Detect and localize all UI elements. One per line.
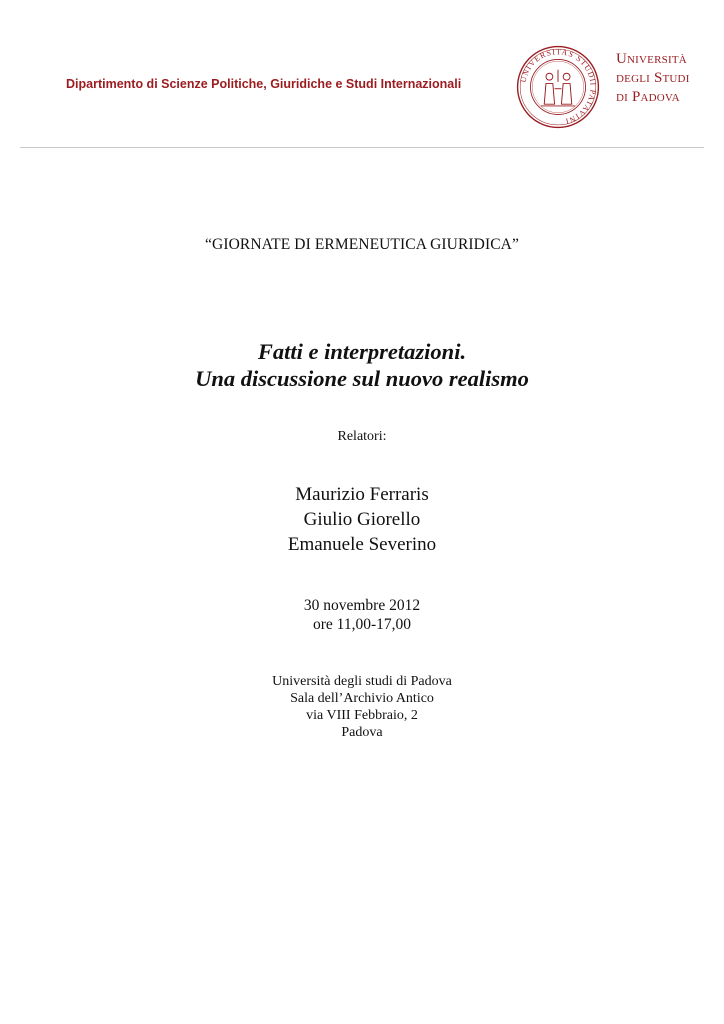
event-time: ore 11,00-17,00	[312, 616, 411, 633]
venue-line: via VIII Febbraio, 2	[306, 708, 418, 723]
event-series: “GIORNATE DI ERMENEUTICA GIURIDICA”	[205, 236, 519, 253]
header-divider	[20, 147, 704, 148]
title-line-1: Fatti e interpretazioni.	[257, 339, 467, 364]
title-line-2: Una discussione sul nuovo realismo	[195, 366, 529, 391]
department-name: Dipartimento di Scienze Politiche, Giuridiche e Studi Internazionali	[66, 77, 462, 91]
event-datetime	[0, 596, 724, 634]
speaker-name: Giulio Giorello	[303, 509, 421, 530]
venue-line: Università degli studi di Padova	[272, 674, 452, 689]
university-seal-icon	[515, 44, 601, 130]
speaker-name: Maurizio Ferraris	[295, 484, 429, 505]
university-name-line: Università	[616, 51, 687, 67]
event-title	[0, 338, 724, 392]
university-name-line: di Padova	[616, 89, 680, 105]
university-name	[616, 50, 690, 107]
university-name-line: degli Studi	[616, 70, 690, 86]
svg-text:UNIVERSITAS STUDII PATAVINI: UNIVERSITAS STUDII PATAVINI	[518, 47, 598, 126]
speakers-label: Relatori:	[337, 429, 387, 444]
event-venue	[0, 673, 724, 741]
speaker-name: Emanuele Severino	[287, 534, 437, 555]
event-date: 30 novembre 2012	[303, 597, 421, 614]
speakers-list	[0, 482, 724, 557]
venue-line: Padova	[341, 725, 383, 740]
venue-line: Sala dell’Archivio Antico	[290, 691, 434, 706]
letterhead	[0, 0, 724, 150]
